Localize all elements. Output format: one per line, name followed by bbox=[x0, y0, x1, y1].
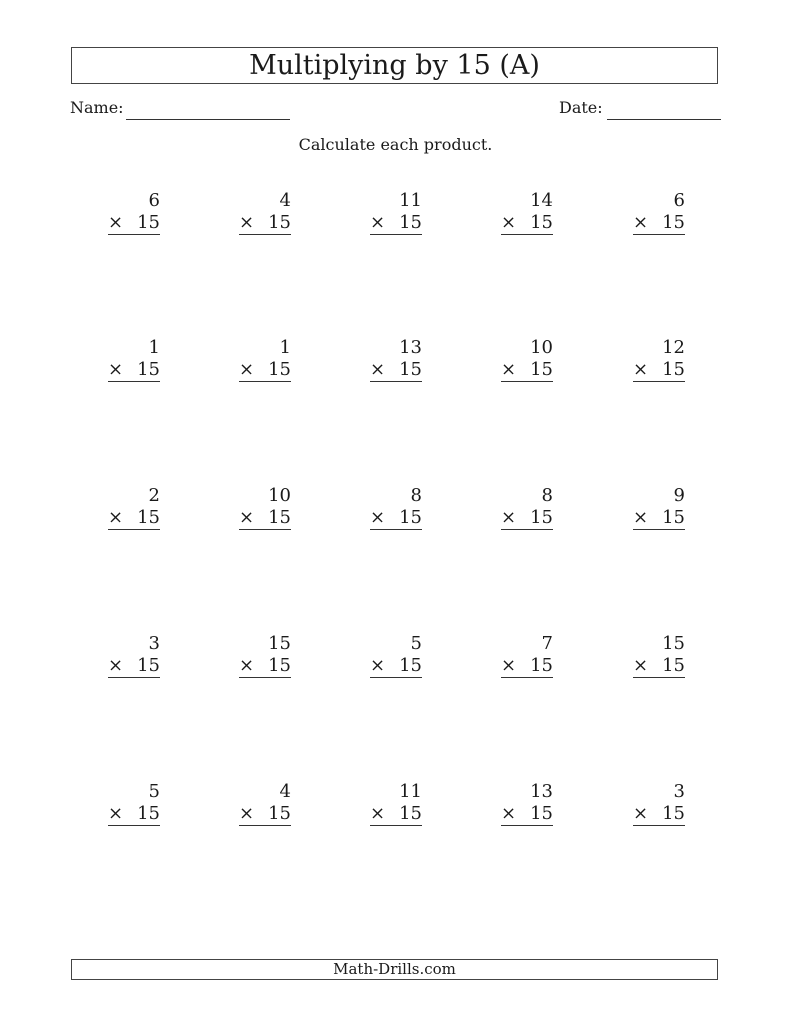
problem bbox=[239, 190, 291, 235]
date-label: Date: bbox=[559, 98, 603, 117]
multiplier: 15 bbox=[268, 655, 291, 676]
multiply-sign: × bbox=[370, 803, 386, 824]
multiply-sign: × bbox=[239, 803, 255, 824]
problem bbox=[501, 633, 553, 678]
multiplier-row bbox=[239, 359, 291, 382]
problem bbox=[370, 781, 422, 826]
multiplicand: 4 bbox=[279, 781, 291, 802]
multiplier: 15 bbox=[137, 212, 160, 233]
problem bbox=[108, 485, 160, 530]
multiply-sign: × bbox=[501, 655, 517, 676]
multiply-sign: × bbox=[370, 507, 386, 528]
problem bbox=[501, 190, 553, 235]
problem bbox=[501, 337, 553, 382]
multiplier-row bbox=[239, 655, 291, 678]
problem bbox=[108, 633, 160, 678]
multiplier: 15 bbox=[137, 507, 160, 528]
multiply-sign: × bbox=[108, 212, 124, 233]
multiplicand: 5 bbox=[148, 781, 160, 802]
multiplicand: 15 bbox=[662, 633, 685, 654]
multiplicand: 1 bbox=[148, 337, 160, 358]
multiplier-row bbox=[239, 507, 291, 530]
multiplier: 15 bbox=[137, 359, 160, 380]
multiplicand: 8 bbox=[410, 485, 422, 506]
multiplier: 15 bbox=[530, 359, 553, 380]
problem bbox=[633, 485, 685, 530]
multiply-sign: × bbox=[501, 507, 517, 528]
multiplier-row bbox=[108, 803, 160, 826]
multiplier: 15 bbox=[399, 803, 422, 824]
multiplier: 15 bbox=[268, 212, 291, 233]
multiplier-row bbox=[370, 212, 422, 235]
multiply-sign: × bbox=[501, 212, 517, 233]
multiplicand: 6 bbox=[148, 190, 160, 211]
problem bbox=[501, 781, 553, 826]
multiply-sign: × bbox=[108, 655, 124, 676]
multiplier-row bbox=[370, 507, 422, 530]
multiplier: 15 bbox=[530, 803, 553, 824]
multiplicand: 8 bbox=[541, 485, 553, 506]
multiplicand: 2 bbox=[148, 485, 160, 506]
multiplicand: 11 bbox=[399, 781, 422, 802]
problem bbox=[501, 485, 553, 530]
problem bbox=[370, 485, 422, 530]
multiplier: 15 bbox=[530, 507, 553, 528]
problem bbox=[239, 781, 291, 826]
date-field[interactable] bbox=[607, 119, 721, 120]
multiply-sign: × bbox=[239, 212, 255, 233]
multiplier-row bbox=[108, 655, 160, 678]
multiplier-row bbox=[108, 359, 160, 382]
multiplicand: 5 bbox=[410, 633, 422, 654]
multiply-sign: × bbox=[370, 212, 386, 233]
multiplier: 15 bbox=[662, 507, 685, 528]
multiplier-row bbox=[633, 212, 685, 235]
multiplier-row bbox=[370, 655, 422, 678]
multiply-sign: × bbox=[239, 507, 255, 528]
multiply-sign: × bbox=[501, 359, 517, 380]
multiplier-row bbox=[633, 507, 685, 530]
multiplier: 15 bbox=[530, 655, 553, 676]
multiplier: 15 bbox=[399, 655, 422, 676]
multiplicand: 4 bbox=[279, 190, 291, 211]
multiplicand: 9 bbox=[673, 485, 685, 506]
multiplier: 15 bbox=[399, 212, 422, 233]
multiply-sign: × bbox=[239, 655, 255, 676]
multiplicand: 11 bbox=[399, 190, 422, 211]
multiply-sign: × bbox=[108, 359, 124, 380]
multiplicand: 14 bbox=[530, 190, 553, 211]
multiplicand: 13 bbox=[530, 781, 553, 802]
multiplier-row bbox=[239, 803, 291, 826]
multiplier: 15 bbox=[399, 507, 422, 528]
problem bbox=[108, 781, 160, 826]
multiplier: 15 bbox=[137, 803, 160, 824]
problem bbox=[239, 485, 291, 530]
page-title: Multiplying by 15 (A) bbox=[71, 47, 718, 84]
multiplier-row bbox=[370, 359, 422, 382]
multiply-sign: × bbox=[501, 803, 517, 824]
problem bbox=[633, 190, 685, 235]
problem bbox=[370, 633, 422, 678]
multiplicand: 10 bbox=[530, 337, 553, 358]
problem bbox=[370, 337, 422, 382]
multiply-sign: × bbox=[108, 507, 124, 528]
multiplier: 15 bbox=[399, 359, 422, 380]
multiply-sign: × bbox=[108, 803, 124, 824]
multiplier-row bbox=[108, 507, 160, 530]
multiply-sign: × bbox=[633, 655, 649, 676]
multiplicand: 12 bbox=[662, 337, 685, 358]
problem bbox=[108, 190, 160, 235]
multiplier-row bbox=[633, 655, 685, 678]
multiplier: 15 bbox=[662, 655, 685, 676]
multiplier: 15 bbox=[662, 212, 685, 233]
multiply-sign: × bbox=[633, 212, 649, 233]
multiplier-row bbox=[633, 359, 685, 382]
multiplicand: 1 bbox=[279, 337, 291, 358]
instructions: Calculate each product. bbox=[298, 135, 493, 154]
multiply-sign: × bbox=[633, 507, 649, 528]
multiply-sign: × bbox=[370, 655, 386, 676]
problem bbox=[633, 633, 685, 678]
multiplier-row bbox=[633, 803, 685, 826]
multiply-sign: × bbox=[633, 359, 649, 380]
multiplicand: 13 bbox=[399, 337, 422, 358]
multiplier-row bbox=[108, 212, 160, 235]
multiplicand: 7 bbox=[541, 633, 553, 654]
problem bbox=[239, 337, 291, 382]
problem bbox=[239, 633, 291, 678]
multiplier-row bbox=[501, 359, 553, 382]
footer: Math-Drills.com bbox=[71, 959, 718, 980]
problem bbox=[108, 337, 160, 382]
multiplier: 15 bbox=[662, 359, 685, 380]
multiplicand: 6 bbox=[673, 190, 685, 211]
multiplier-row bbox=[239, 212, 291, 235]
multiplier: 15 bbox=[137, 655, 160, 676]
multiply-sign: × bbox=[370, 359, 386, 380]
multiplier-row bbox=[370, 803, 422, 826]
multiplier: 15 bbox=[268, 507, 291, 528]
name-label: Name: bbox=[70, 98, 124, 117]
multiplicand: 3 bbox=[673, 781, 685, 802]
multiplier: 15 bbox=[268, 359, 291, 380]
multiplicand: 10 bbox=[268, 485, 291, 506]
multiplier-row bbox=[501, 212, 553, 235]
multiplier-row bbox=[501, 655, 553, 678]
name-field[interactable] bbox=[126, 119, 290, 120]
multiply-sign: × bbox=[239, 359, 255, 380]
problem bbox=[633, 337, 685, 382]
multiplier: 15 bbox=[268, 803, 291, 824]
multiply-sign: × bbox=[633, 803, 649, 824]
multiplier: 15 bbox=[662, 803, 685, 824]
multiplier: 15 bbox=[530, 212, 553, 233]
multiplier-row bbox=[501, 507, 553, 530]
multiplicand: 3 bbox=[148, 633, 160, 654]
problem bbox=[633, 781, 685, 826]
multiplicand: 15 bbox=[268, 633, 291, 654]
multiplier-row bbox=[501, 803, 553, 826]
problem bbox=[370, 190, 422, 235]
